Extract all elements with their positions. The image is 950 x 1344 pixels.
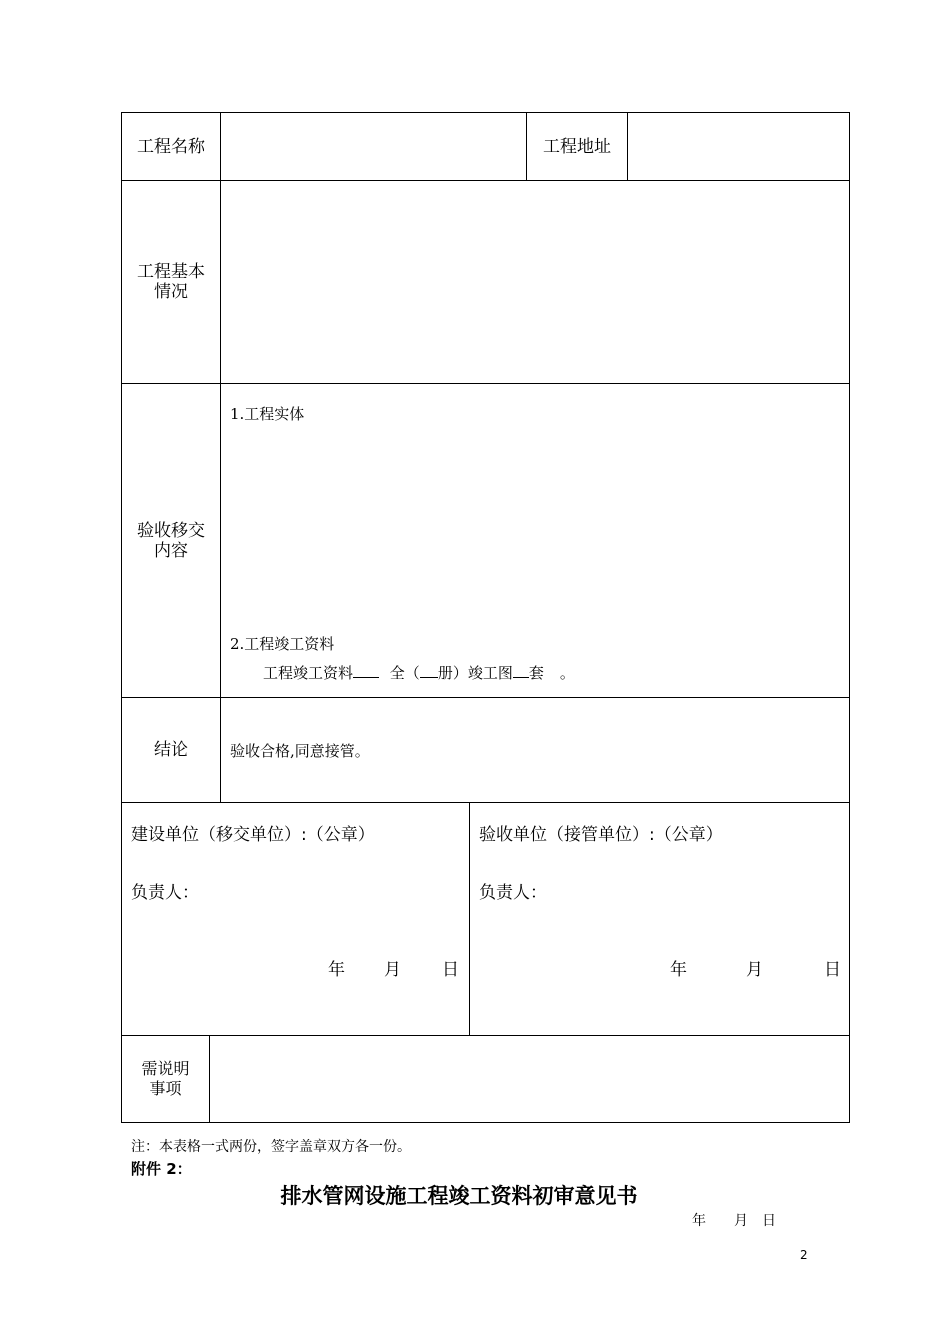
builder-person: 负责人：: [131, 883, 199, 903]
footer-date-year: 年: [692, 1213, 706, 1229]
project-name-label: 工程名称: [137, 136, 205, 157]
project-address-value-cell[interactable]: [627, 112, 850, 181]
receiver-date-month: 月: [746, 960, 763, 980]
receiver-date-year: 年: [670, 960, 687, 980]
builder-date-day: 日: [442, 960, 459, 980]
conclusion-label: 结论: [154, 740, 188, 760]
receiver-date-day: 日: [824, 960, 841, 980]
basic-info-label-line1: 工程基本: [137, 262, 205, 282]
handover-item-physical: 1.工程实体: [230, 405, 305, 423]
project-name-value-cell[interactable]: [220, 112, 527, 181]
conclusion-text: 验收合格,同意接管。: [230, 742, 370, 760]
documents-detail-part3: 册）竣工图: [437, 664, 513, 682]
document-title: 排水管网设施工程竣工资料初审意见书: [280, 1184, 638, 1208]
table-note: 注：本表格一式两份，签字盖章双方各一份。: [131, 1139, 411, 1155]
notes-label-line1: 需说明: [141, 1059, 190, 1078]
receiver-person: 负责人：: [479, 883, 547, 903]
documents-detail-part2: 全（: [389, 664, 420, 682]
notes-label: [121, 1035, 210, 1123]
footer-date-day: 日: [762, 1213, 776, 1229]
footer-date-month: 月: [734, 1213, 748, 1229]
builder-date-year: 年: [328, 960, 345, 980]
notes-value-cell[interactable]: [209, 1035, 850, 1123]
drawings-set-blank[interactable]: [513, 663, 529, 678]
basic-info-label: [121, 180, 221, 384]
receiver-title: 验收单位（接管单位）:（公章）: [479, 825, 723, 845]
documents-book-blank[interactable]: [420, 663, 438, 678]
builder-date-month: 月: [384, 960, 401, 980]
handover-label-line1: 验收移交: [137, 520, 205, 541]
basic-info-label-line2: 情况: [154, 282, 188, 302]
basic-info-value-cell[interactable]: [220, 180, 850, 384]
handover-label-line2: 内容: [154, 540, 188, 561]
project-address-label: 工程地址: [543, 136, 611, 157]
handover-label: [121, 383, 221, 698]
documents-detail-part4: 套: [528, 664, 544, 682]
handover-documents-detail: [263, 662, 575, 683]
documents-volume-blank[interactable]: [353, 663, 379, 678]
handover-item-documents: 2.工程竣工资料: [230, 635, 335, 653]
page-number: 2: [800, 1248, 808, 1262]
attachment-label: 附件 2：: [131, 1160, 192, 1178]
documents-detail-part1: 工程竣工资料: [263, 664, 354, 682]
builder-title: 建设单位（移交单位）:（公章）: [131, 825, 375, 845]
documents-detail-end: 。: [559, 664, 575, 682]
notes-label-line2: 事项: [149, 1079, 182, 1098]
